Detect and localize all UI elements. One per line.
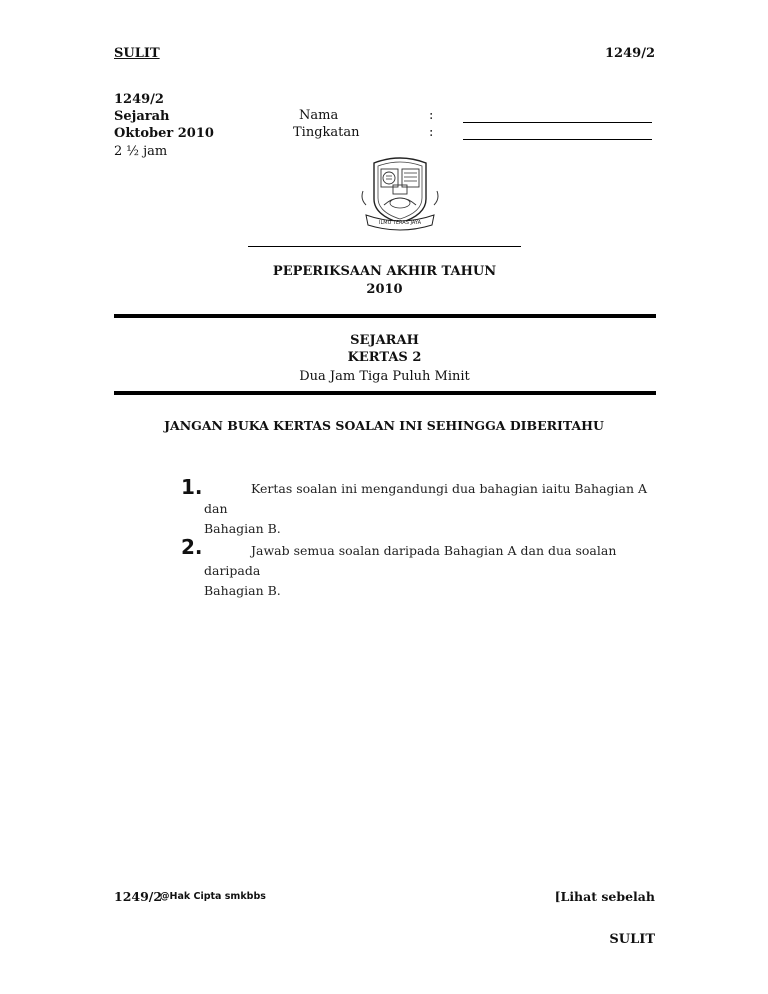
instruction-2-line1: Jawab semua soalan daripada Bahagian A dan dua soalan daripada: [204, 543, 617, 578]
footer-sulit: SULIT: [609, 932, 655, 947]
instruction-2: [204, 541, 664, 601]
bottom-thick-rule: [114, 391, 656, 395]
footer-copyright: @Hak Cipta smkbbs: [160, 891, 266, 902]
instruction-2-number: 2.: [181, 535, 203, 559]
paper-code: 1249/2: [114, 92, 164, 107]
footer-code: 1249/2: [114, 889, 163, 904]
exam-date: Oktober 2010: [114, 126, 214, 141]
instruction-1-line2: Bahagian B.: [204, 521, 281, 536]
class-colon: :: [429, 125, 434, 140]
instruction-1-line1: Kertas soalan ini mengandungi dua bahagian iaitu Bahagian A dan: [204, 481, 648, 516]
header-code: 1249/2: [605, 46, 655, 61]
instruction-2-line2: Bahagian B.: [204, 583, 281, 598]
exam-duration: 2 ½ jam: [114, 144, 168, 159]
instruction-1: [204, 479, 664, 539]
exam-year: 2010: [366, 282, 403, 297]
header-sulit: SULIT: [114, 46, 160, 61]
top-thick-rule: [114, 314, 656, 318]
class-field[interactable]: [463, 139, 652, 140]
subject-name: Sejarah: [114, 109, 170, 124]
name-colon: :: [429, 108, 434, 123]
footer-next-page: [Lihat sebelah: [554, 889, 655, 904]
school-crest-icon: [360, 155, 440, 233]
warning-text: JANGAN BUKA KERTAS SOALAN INI SEHINGGA DIBERITAHU: [164, 418, 604, 433]
paper-duration: Dua Jam Tiga Puluh Minit: [299, 369, 470, 384]
crest-motto: ILMU TERAS JAYA: [379, 220, 421, 226]
class-label: Tingkatan: [293, 125, 360, 140]
crest-divider: [248, 246, 521, 247]
name-label: Nama: [299, 108, 339, 123]
instruction-1-number: 1.: [181, 475, 203, 499]
paper-number: KERTAS 2: [347, 350, 422, 365]
paper-subject: SEJARAH: [350, 333, 419, 348]
exam-title: PEPERIKSAAN AKHIR TAHUN: [272, 264, 497, 279]
name-field[interactable]: [463, 122, 652, 123]
